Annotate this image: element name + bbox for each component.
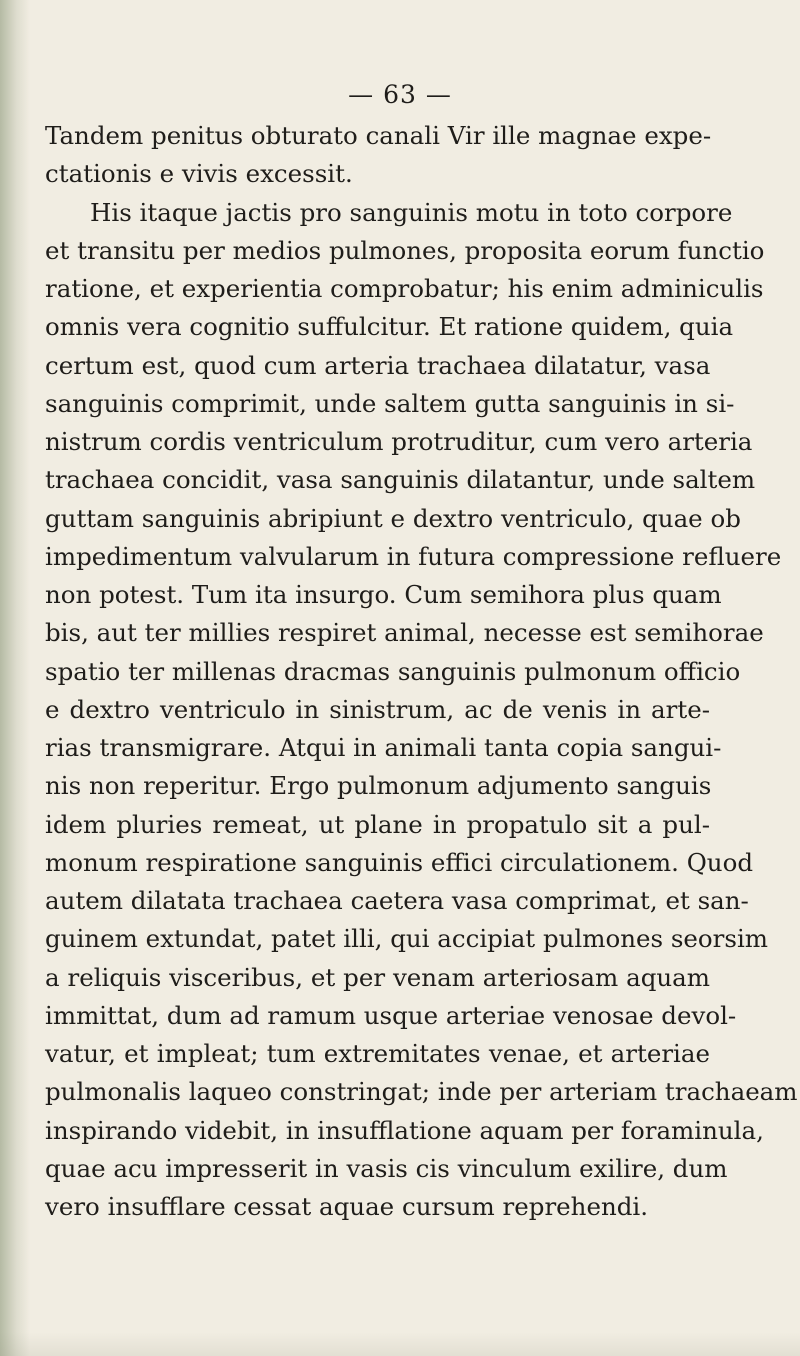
text-line: autem dilatata trachaea caetera vasa comprimat, et san- [45, 886, 749, 915]
text-line: nistrum cordis ventriculum protruditur, cum vero arteria [45, 427, 753, 456]
text-line: Tandem penitus obturato canali Vir ille magnae expe- [45, 121, 712, 150]
page-edge-shadow [0, 1332, 800, 1356]
text-line: omnis vera cognitio suffulcitur. Et ratione quidem, quia [45, 312, 734, 342]
text-line: guttam sanguinis abripiunt e dextro ventriculo, quae ob [45, 503, 741, 533]
page-number: — 63 — [348, 80, 452, 109]
text-line: ratione, et experientia comprobatur; his enim adminiculis [45, 274, 764, 303]
text-line: His itaque jactis pro sanguinis motu in toto corpore [90, 197, 733, 227]
text-line: impedimentum valvularum in futura compressione refluere [45, 541, 782, 571]
text-line: monum respiratione sanguinis effici circulationem. Quod [45, 847, 754, 877]
text-line: rias transmigrare. Atqui in animali tanta copia sangui- [45, 733, 722, 762]
text-line: a reliquis visceribus, et per venam arteriosam aquam [45, 962, 710, 992]
text-line: bis, aut ter millies respiret animal, necesse est semihorae [45, 618, 764, 648]
text-line: idem pluries remeat, ut plane in propatulo sit a pul- [45, 809, 710, 839]
text-line: trachaea concidit, vasa sanguinis dilatantur, unde saltem [45, 465, 756, 495]
text-line: et transitu per medios pulmones, proposita eorum functio [45, 235, 765, 265]
text-line: non potest. Tum ita insurgo. Cum semihora plus quam [45, 580, 722, 609]
text-line: spatio ter millenas dracmas sanguinis pulmonum officio [45, 656, 741, 686]
text-line: guinem extundat, patet illi, qui accipiat pulmones seorsim [45, 924, 769, 954]
text-line: pulmonalis laqueo constringat; inde per arteriam trachaeam [45, 1077, 798, 1107]
text-line: vero insufflare cessat aquae cursum reprehendi. [45, 1192, 649, 1221]
text-line: quae acu impresserit in vasis cis vinculum exilire, dum [45, 1153, 728, 1183]
text-line: sanguinis comprimit, unde saltem gutta sanguinis in si- [45, 388, 735, 418]
text-line: e dextro ventriculo in sinistrum, ac de venis in arte- [45, 694, 710, 724]
text-line: inspirando videbit, in insufflatione aquam per foraminula, [45, 1115, 764, 1145]
text-line: vatur, et impleat; tum extremitates venae, et arteriae [45, 1039, 710, 1068]
text-line: ctationis e vivis excessit. [45, 159, 353, 189]
text-line: certum est, quod cum arteria trachaea dilatatur, vasa [45, 350, 711, 380]
binding-shadow [0, 0, 30, 1356]
body-text [45, 117, 798, 1226]
text-line: nis non reperitur. Ergo pulmonum adjumento sanguis [45, 771, 712, 801]
text-line: immittat, dum ad ramum usque arteriae venosae devol- [45, 1000, 737, 1030]
